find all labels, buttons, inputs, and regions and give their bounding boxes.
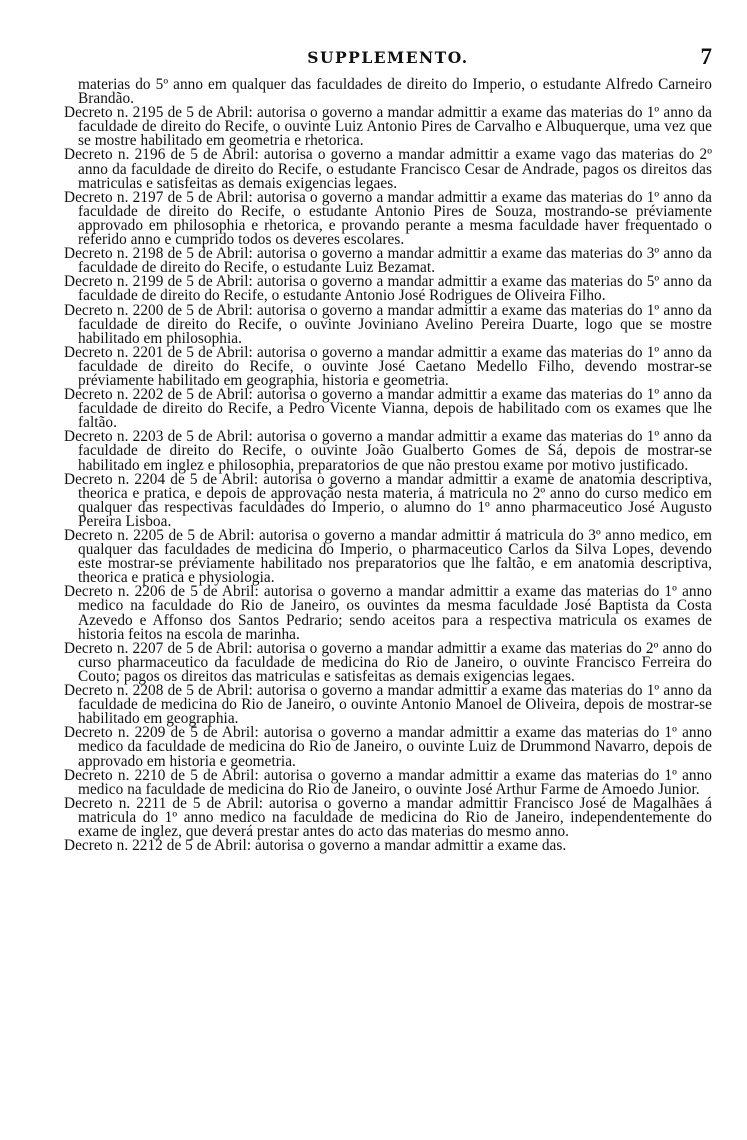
decree-entry: Decreto n. 2209 de 5 de Abril: autorisa o governo a mandar admittir a exame das materias do 1º anno medico da faculdade de medicina do Rio de Janeiro, o ouvinte Luiz de Drummond Navarro, depois de approvado em historia e geometria. [64,724,712,770]
decree-entry: Decreto n. 2204 de 5 de Abril: autorisa o governo a mandar admittir a exame de anatomia descriptiva, theorica e pratica, e depois de approvação nesta materia, á matricula no 2º anno do curso medico em qualquer das respectivas faculdades do Imperio, o alumno do 1º anno pharmaceutico José Augusto Pereira Lisboa. [64,470,712,530]
decree-entry: Decreto n. 2199 de 5 de Abril: autorisa o governo a mandar admittir a exame das materias do 5º anno da faculdade de direito do Recife, o estudante Antonio José Rodrigues de Oliveira Filho. [64,273,712,305]
decree-entry: Decreto n. 2202 de 5 de Abril: autorisa o governo a mandar admittir a exame das materias do 1º anno da faculdade de direito do Recife, a Pedro Vicente Vianna, depois de habilitado com os exames que lhe faltão. [64,386,712,432]
page-number: 7 [700,44,712,69]
decree-entry: Decreto n. 2212 de 5 de Abril: autorisa o governo a mandar admittir a exame das. [64,837,567,855]
decree-entry: Decreto n. 2211 de 5 de Abril: autorisa o governo a mandar admittir Francisco José de Magalhães á matricula do 1º anno medico na faculdade de medicina do Rio de Janeiro, independentemente do exame de inglez, que deverá prestar antes do acto das materias do mesmo anno. [64,794,712,840]
decree-entry: Decreto n. 2196 de 5 de Abril: autorisa o governo a mandar admittir a exame vago das materias do 2º anno da faculdade de direito do Recife, o estudante Francisco Cesar de Andrade, pagos os direitos das matriculas e satisfeitas as demais exigencias legaes. [64,146,712,192]
decree-entry: Decreto n. 2200 de 5 de Abril: autorisa o governo a mandar admittir a exame das materias do 1º anno da faculdade de direito do Recife, o ouvinte Joviniano Avelino Pereira Duarte, logo que se mostre habilitado em philosophia. [64,301,712,347]
decree-list [64,78,712,853]
decree-entry: Decreto n. 2198 de 5 de Abril: autorisa o governo a mandar admittir a exame das materias do 3º anno da faculdade de direito do Recife, o estudante Luiz Bezamat. [64,245,712,277]
page [64,42,712,853]
decree-entry: Decreto n. 2207 de 5 de Abril: autorisa o governo a mandar admittir a exame das materias do 2º anno do curso pharmaceutico da faculdade de medicina do Rio de Janeiro, o ouvinte Francisco Ferreira do Couto; pagos os direitos das matriculas e satisfeitas as demais exigencias legaes. [64,639,712,685]
decree-entry: Decreto n. 2203 de 5 de Abril: autorisa o governo a mandar admittir a exame das materias do 1º anno da faculdade de direito do Recife, o ouvinte João Gualberto Gomes de Sá, depois de mostrar-se habilitado em inglez e philosophia, preparatorios de que não prestou exame por motivo justificado. [64,428,712,474]
decree-entry: Decreto n. 2197 de 5 de Abril: autorisa o governo a mandar admittir a exame das materias do 1º anno da faculdade de direito do Recife, o estudante Antonio Pires de Souza, mostrando-se préviamente approvado em philosophia e rhetorica, e provando perante a mesma faculdade haver frequentado o referido anno e cumprido todos os deveres escolares. [64,188,712,249]
decree-entry: Decreto n. 2205 de 5 de Abril: autorisa o governo a mandar admittir á matricula do 3º anno medico, em qualquer das faculdades de medicina do Imperio, o pharmaceutico Carlos da Silva Lopes, devendo este mostrar-se préviamente habilitado nos preparatorios que lhe faltão, e em anatomia descriptiva, theorica e pratica e physiologia. [64,527,712,587]
decree-entry: Decreto n. 2201 de 5 de Abril: autorisa o governo a mandar admittir a exame das materias do 1º anno da faculdade de direito do Recife, o ouvinte José Caetano Medello Filho, devendo mostrar-se préviamente habilitado em geographia, historia e geometria. [64,343,712,389]
decree-entry: Decreto n. 2206 de 5 de Abril: autorisa o governo a mandar admittir a exame das materias do 1º anno medico na faculdade do Rio de Janeiro, os ouvintes da mesma faculdade José Baptista da Costa Azevedo e Affonso dos Santos Pedrario; sendo aceitos para a respectiva matricula os exames de historia feitos na escola de marinha. [64,583,712,643]
decree-entry-continued: materias do 5º anno em qualquer das faculdades de direito do Imperio, o estudante Alfredo Carneiro Brandão. [78,76,712,108]
decree-entry: Decreto n. 2195 de 5 de Abril: autorisa o governo a mandar admittir a exame das materias do 1º anno da faculdade de direito do Recife, o ouvinte Luiz Antonio Pires de Carvalho e Albuquerque, uma vez que se mostre habilitado em geometria e rhetorica. [64,104,712,150]
decree-entry: Decreto n. 2210 de 5 de Abril: autorisa o governo a mandar admittir a exame das materias do 1º anno medico na faculdade de medicina do Rio de Janeiro, o ouvinte José Arthur Farme de Amoedo Junior. [64,766,712,798]
page-header [64,42,712,78]
running-title: SUPPLEMENTO. [307,48,469,67]
decree-entry: Decreto n. 2208 de 5 de Abril: autorisa o governo a mandar admittir a exame das materias do 1º anno da faculdade de medicina do Rio de Janeiro, o ouvinte Antonio Manoel de Oliveira, depois de mostrar-se habilitado em geographia. [64,682,712,728]
